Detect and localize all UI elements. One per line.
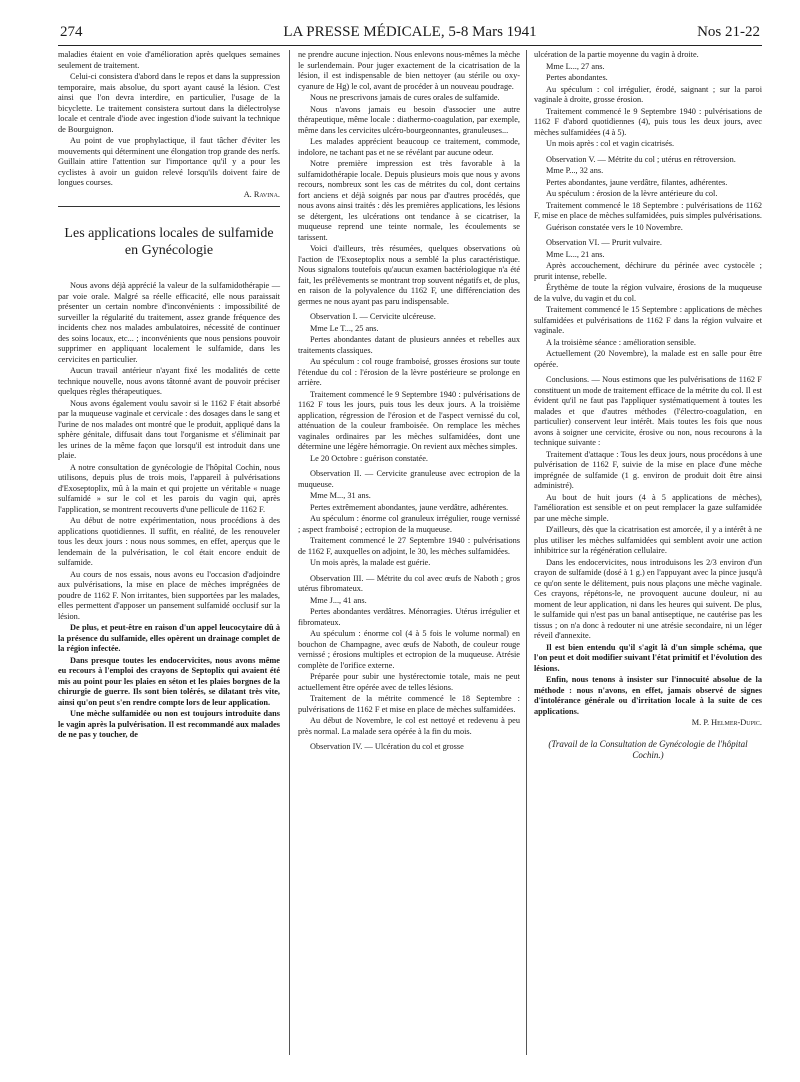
paragraph: Pertes abondantes verdâtres. Ménorragies. Utérus irrégulier et fibromateux.: [298, 607, 520, 627]
paragraph: Mme M..., 31 ans.: [310, 491, 371, 500]
page-header: [60, 22, 760, 42]
article-title: Les applications locales de sulfamide en Gynécologie: [64, 226, 274, 258]
paragraph: Au bout de huit jours (4 à 5 applications de mèches), l'amélioration est sensible et on peut remplacer la gaze sulfamidée par une mèche simple.: [534, 492, 762, 523]
paragraph: Mme L..., 21 ans.: [546, 249, 605, 259]
paragraph: Pertes extrêmement abondantes, jaune verdâtre, adhérentes.: [310, 502, 509, 512]
column-3: [534, 50, 762, 762]
paragraph: Celui-ci consistera d'abord dans le repos et dans la suppression temporaire, mais absolue, du sport ayant causé la lésion. C'est ainsi que l'on devra interdire, en particulier, l'usage de la bicyclette. Le traitement consistera surtout dans la diélectrolyse locale et centrale d'iode avec ingestion d'iode suivant la technique de Bourguignon.: [58, 72, 280, 134]
paragraph: Au spéculum : col rouge framboisé, grosses érosions sur toute l'étendue du col : l'érosion de la lèvre postérieure se prolonge en arrière.: [298, 357, 520, 387]
paragraph: Nous n'avons jamais eu besoin d'associer une autre thérapeutique, même locale : diathermo-coagulation, par exemple, même dans les cervicites ulcéro-bourgeonnantes, granuleuses...: [298, 104, 520, 135]
paragraph: Au début de notre expérimentation, nous procédions à des applications quotidiennes. Il suffit, en réalité, de les renouveler tous les deux jours : nous nous sommes, en effet, aperçus que le lendemain de la pulvérisation, le col était encore enduit de sulfamide.: [58, 516, 280, 567]
paragraph: Érythème de toute la région vulvaire, érosions de la muqueuse de la vulve, du vagin et du col.: [534, 283, 762, 303]
paragraph: Enfin, nous tenons à insister sur l'innocuité absolue de la méthode : nous n'avons, en effet, jamais observé de signes d'intolérance générale ou d'irritation locale à la suite de ces applications.: [534, 675, 762, 716]
paragraph: Il est bien entendu qu'il s'agit là d'un simple schéma, que l'on peut et doit modifier suivant l'état primitif et l'évolution des lésions.: [534, 642, 762, 673]
paragraph: A la troisième séance : amélioration sensible.: [546, 337, 696, 347]
issue-number: Nos 21-22: [697, 24, 760, 40]
paragraph: Traitement commencé le 18 Septembre : pulvérisations de 1162 F, mise en place de mèches sulfamidées, puis simples pulvérisations.: [534, 200, 762, 220]
paragraph: Un mois après : col et vagin cicatrisés.: [546, 139, 675, 148]
paragraph: Le 20 Octobre : guérison constatée.: [310, 453, 428, 463]
paragraph: Au point de vue prophylactique, il faut tâcher d'éviter les mouvements qui déterminent une élongation trop grande des nerfs. Guillain attire l'attention sur l'importance qu'il y a pour les cyclistes à avoir un guidon relevé lorsqu'ils doivent faire de longues courses.: [58, 136, 280, 187]
paragraph: D'ailleurs, dès que la cicatrisation est amorcée, il y a intérêt à ne plus utiliser les mèches sulfamidées qui semblent avoir une action inhibitrice sur la régénération cellulaire.: [534, 525, 762, 555]
page-number: 274: [60, 24, 83, 40]
author-signature: A. Ravina.: [243, 189, 280, 199]
column-divider: [289, 50, 290, 1055]
paragraph: A notre consultation de gynécologie de l'hôpital Cochin, nous utilisons, depuis plus de trois mois, l'appareil à pulvérisations d'Exoseptoplix, mû à la main et qui projette un véritable « nuage sulfamidé » sur le col et les parois du vagin qui, après l'application, se montrent recouverts d'une pellicule de 1162 F.: [58, 462, 280, 514]
observation-heading: Observation I. — Cervicite ulcéreuse.: [310, 312, 436, 321]
paragraph: De plus, et peut-être en raison d'un appel leucocytaire dû à la présence du sulfamide, elles opèrent un drainage complet de la région infectée.: [58, 623, 280, 653]
paragraph: Nous ne prescrivons jamais de cures orales de sulfamide.: [310, 93, 500, 102]
paragraph: Actuellement (20 Novembre), la malade est en salle pour être opérée.: [534, 349, 762, 369]
paragraph: Au début de Novembre, le col est nettoyé et redevenu à peu près normal. La malade sera opérée à la fin du mois.: [298, 716, 520, 736]
column-2: [298, 50, 520, 754]
paragraph: Pertes abondantes.: [546, 73, 608, 82]
paragraph: ulcération de la partie moyenne du vagin à droite.: [534, 50, 699, 59]
paragraph: Traitement de la métrite commencé le 18 Septembre : pulvérisations de 1162 F et mise en place de mèches sulfamidées.: [298, 694, 520, 714]
observation-heading: Observation IV. — Ulcération du col et grosse: [310, 742, 464, 751]
paragraph: Pertes abondantes, jaune verdâtre, filantes, adhérentes.: [546, 177, 728, 187]
paragraph: Un mois après, la malade est guérie.: [310, 558, 431, 567]
paragraph: Mme L..., 27 ans.: [546, 61, 605, 71]
paragraph: ne prendre aucune injection. Nous enlevons nous-mêmes la mèche le surlendemain. Pour juger exactement de la cicatrisation de la lésion, il est indispensable de bien nettoyer (au stérile ou oxy-cyanure de Hg) le col, avant de procéder à un nouveau poudrage.: [298, 50, 520, 91]
paragraph: Nous avons également voulu savoir si le 1162 F était absorbé par la muqueuse vaginale et cervicale : des dosages dans le sang et l'urine de nos malades ont montré que le produit, appliqué dans la sphère génitale, diffusait dans tout l'organisme et s'éliminait par les urines de la même façon que lorsqu'il est introduit dans une plaie.: [58, 398, 280, 460]
paragraph: Dans presque toutes les endocervicites, nous avons même eu recours à l'emploi des crayons de Septoplix qui avaient été mis au point pour les plaies en séton et les plaies borgnes de la chirurgie de guerre. Ils sont bien tolérés, se dilatant très vite, ainsi qu'on peut s'en rendre compte lors de leur application.: [58, 655, 280, 707]
paragraph: maladies étaient en voie d'amélioration après quelques semaines seulement de traitement.: [58, 50, 280, 70]
paragraph: Guérison constatée vers le 10 Novembre.: [546, 222, 683, 232]
conclusions-paragraph: Conclusions. — Nous estimons que les pulvérisations de 1162 F constituent un mode de traitement efficace de la métrite du col. Il est évident qu'il ne faut pas l'appliquer systématiquement à toutes les malades et que d'autres méthodes (l'électro-coagulation, en particulier) conservent leur intérêt. Mais toutes les fois que nous avons à soigner une cervicite, érosive ou non, nous recourons à la technique suivante :: [534, 375, 762, 447]
author-signature: M. P. Helmer-Dupic.: [691, 718, 762, 727]
observation-heading: Observation III. — Métrite du col avec œufs de Naboth ; gros utérus fibromateux.: [298, 573, 520, 593]
paragraph: Mme P..., 32 ans.: [546, 166, 604, 175]
paragraph: Traitement commencé le 9 Septembre 1940 : pulvérisations de 1162 F tous les jours, puis tous les deux jours. A la troisième application, régression de l'érosion et de l'aspect vernissé du col, atténuation de la couleur framboisée. On remplace les mèches vaginales ordinaires par les mèches sulfamidées, dont une détermine une légère hémorragie. On revient aux mèches simples.: [298, 389, 520, 451]
paragraph: Notre première impression est très favorable à la sulfamidothérapie locale. Depuis plusieurs mois que nous y avons recours, nombreux sont les cas de métrites du col, dont certains fort anciens et déjà soignés par nous par d'autres procédés, que nous avons ainsi traités : dès les premières applications, les lésions se détergent, les ulcérations ont tendance à se cicatriser, la muqueuse reprend une teinte normale, les écoulements se tarissent.: [298, 159, 520, 242]
paragraph: Au spéculum : érosion de la lèvre antérieure du col.: [546, 189, 718, 198]
section-rule: [58, 206, 280, 207]
paragraph: Une mèche sulfamidée ou non est toujours introduite dans le vagin après la pulvérisation. Il est recommandé aux malades de ne pas y toucher, de: [58, 709, 280, 739]
observation-heading: Observation V. — Métrite du col ; utérus en rétroversion.: [546, 154, 736, 164]
observation-heading: Observation VI. — Prurit vulvaire.: [546, 238, 662, 247]
paragraph: Au spéculum : énorme col granuleux irrégulier, rouge vernissé ; aspect framboisé ; ectropion de la muqueuse.: [298, 514, 520, 534]
paragraph: Traitement commencé le 15 Septembre : applications de mèches sulfamidées et pulvérisations de 1162 F dans la région vulvaire et vaginale.: [534, 305, 762, 335]
observation-heading: Observation II. — Cervicite granuleuse avec ectropion de la muqueuse.: [298, 469, 520, 489]
paragraph: Traitement commencé le 27 Septembre 1940 : pulvérisations de 1162 F, auxquelles on adjoint, le 30, les mèches sulfamidées.: [298, 536, 520, 556]
header-rule: [58, 45, 762, 46]
paragraph: Au spéculum : col irrégulier, érodé, saignant ; sur la paroi vaginale à droite, grosse érosion.: [534, 84, 762, 104]
paragraph: Au cours de nos essais, nous avons eu l'occasion d'adjoindre aux pulvérisations, la mise en place de mèches imprégnées de poudre de 1162 F. Non irritantes, bien supportées par les malades, elles permettent d'apposer un pansement sulfamidé occlusif sur la lésion.: [58, 569, 280, 621]
paragraph: Les malades apprécient beaucoup ce traitement, commode, indolore, ne tachant pas et ne se révélant par aucune odeur.: [298, 137, 520, 157]
paragraph: Voici d'ailleurs, très résumées, quelques observations où l'action de l'Exoseptoplix nous a semblé la plus caractéristique. Nous signalons toutefois qu'aucun examen bactériologique n'a été fait, les prélèvements se montrant trop souvent négatifs et, de plus, en raison de la polyvalence du 1162 F, une différenciation des germes ne nous ayant pas paru indispensable.: [298, 244, 520, 306]
work-credit: (Travail de la Consultation de Gynécologie de l'hôpital Cochin.): [548, 738, 748, 760]
paragraph: Préparée pour subir une hystérectomie totale, mais ne peut actuellement être opérée avec de telles lésions.: [298, 672, 520, 692]
paragraph: Dans les endocervicites, nous introduisons les 2/3 environ d'un crayon de sulfamide (dosé à 1 g.) en l'appuyant avec la pince jusqu'à ce qu'on sente le délitement, puis nous plaçons une mèche vaginale. Ces crayons, répétons-le, ne provoquent aucune douleur, ni au moment de leur application, ni dans les heures qui suivent. De plus, le sulfamide qui n'est pas un banal antiseptique, ne cautérise pas les tissus ; on n'a donc à redouter ni une atrésie secondaire, ni un léger réveil d'annexite.: [534, 557, 762, 640]
paragraph: Traitement d'attaque : Tous les deux jours, nous procédons à une pulvérisation de 1162 F, suivie de la mise en place d'une mèche imprégnée de sulfamide (1 g. environ de produit doit être ainsi administré).: [534, 449, 762, 490]
paragraph: Au spéculum : énorme col (4 à 5 fois le volume normal) en bouchon de Champagne, avec œufs de Naboth, de couleur rouge vernissé ; érosions multiples et ectropion de la muqueuse. Atrésie complète de l'orifice externe.: [298, 629, 520, 670]
paragraph: Pertes abondantes datant de plusieurs années et rebelles aux traitements classiques.: [298, 335, 520, 355]
paragraph: Nous avons déjà apprécié la valeur de la sulfamidothérapie — par voie orale. Malgré sa réelle efficacité, elle nous paraissait présenter un certain nombre d'inconvénients : impossibilité de surveiller la régularité du traitement, assez grande fréquence des incidents chez nos malades ambulatoires, nécessité de continuer des soins locaux, etc... ; inconvénients que nous pensions pouvoir supprimer en appliquant localement le sulfamide, dans les cervicites en particulier.: [58, 281, 280, 364]
paragraph: Aucun travail antérieur n'ayant fixé les modalités de cette technique nouvelle, nous avons tâtonné avant de pouvoir préciser quelques règles thérapeutiques.: [58, 366, 280, 396]
paragraph: Après accouchement, déchirure du périnée avec cystocèle ; prurit intense, rebelle.: [534, 261, 762, 281]
paragraph: Traitement commencé le 9 Septembre 1940 : pulvérisations de 1162 F d'abord quotidiennes (4), puis tous les deux jours, avec mèches sulfamidées (4 à 5).: [534, 106, 762, 137]
paragraph: Mme J..., 41 ans.: [310, 595, 367, 605]
column-1: [58, 50, 280, 742]
paragraph: Mme Le T..., 25 ans.: [310, 323, 379, 333]
journal-title: LA PRESSE MÉDICALE, 5-8 Mars 1941: [283, 24, 537, 40]
column-divider: [526, 50, 527, 1055]
